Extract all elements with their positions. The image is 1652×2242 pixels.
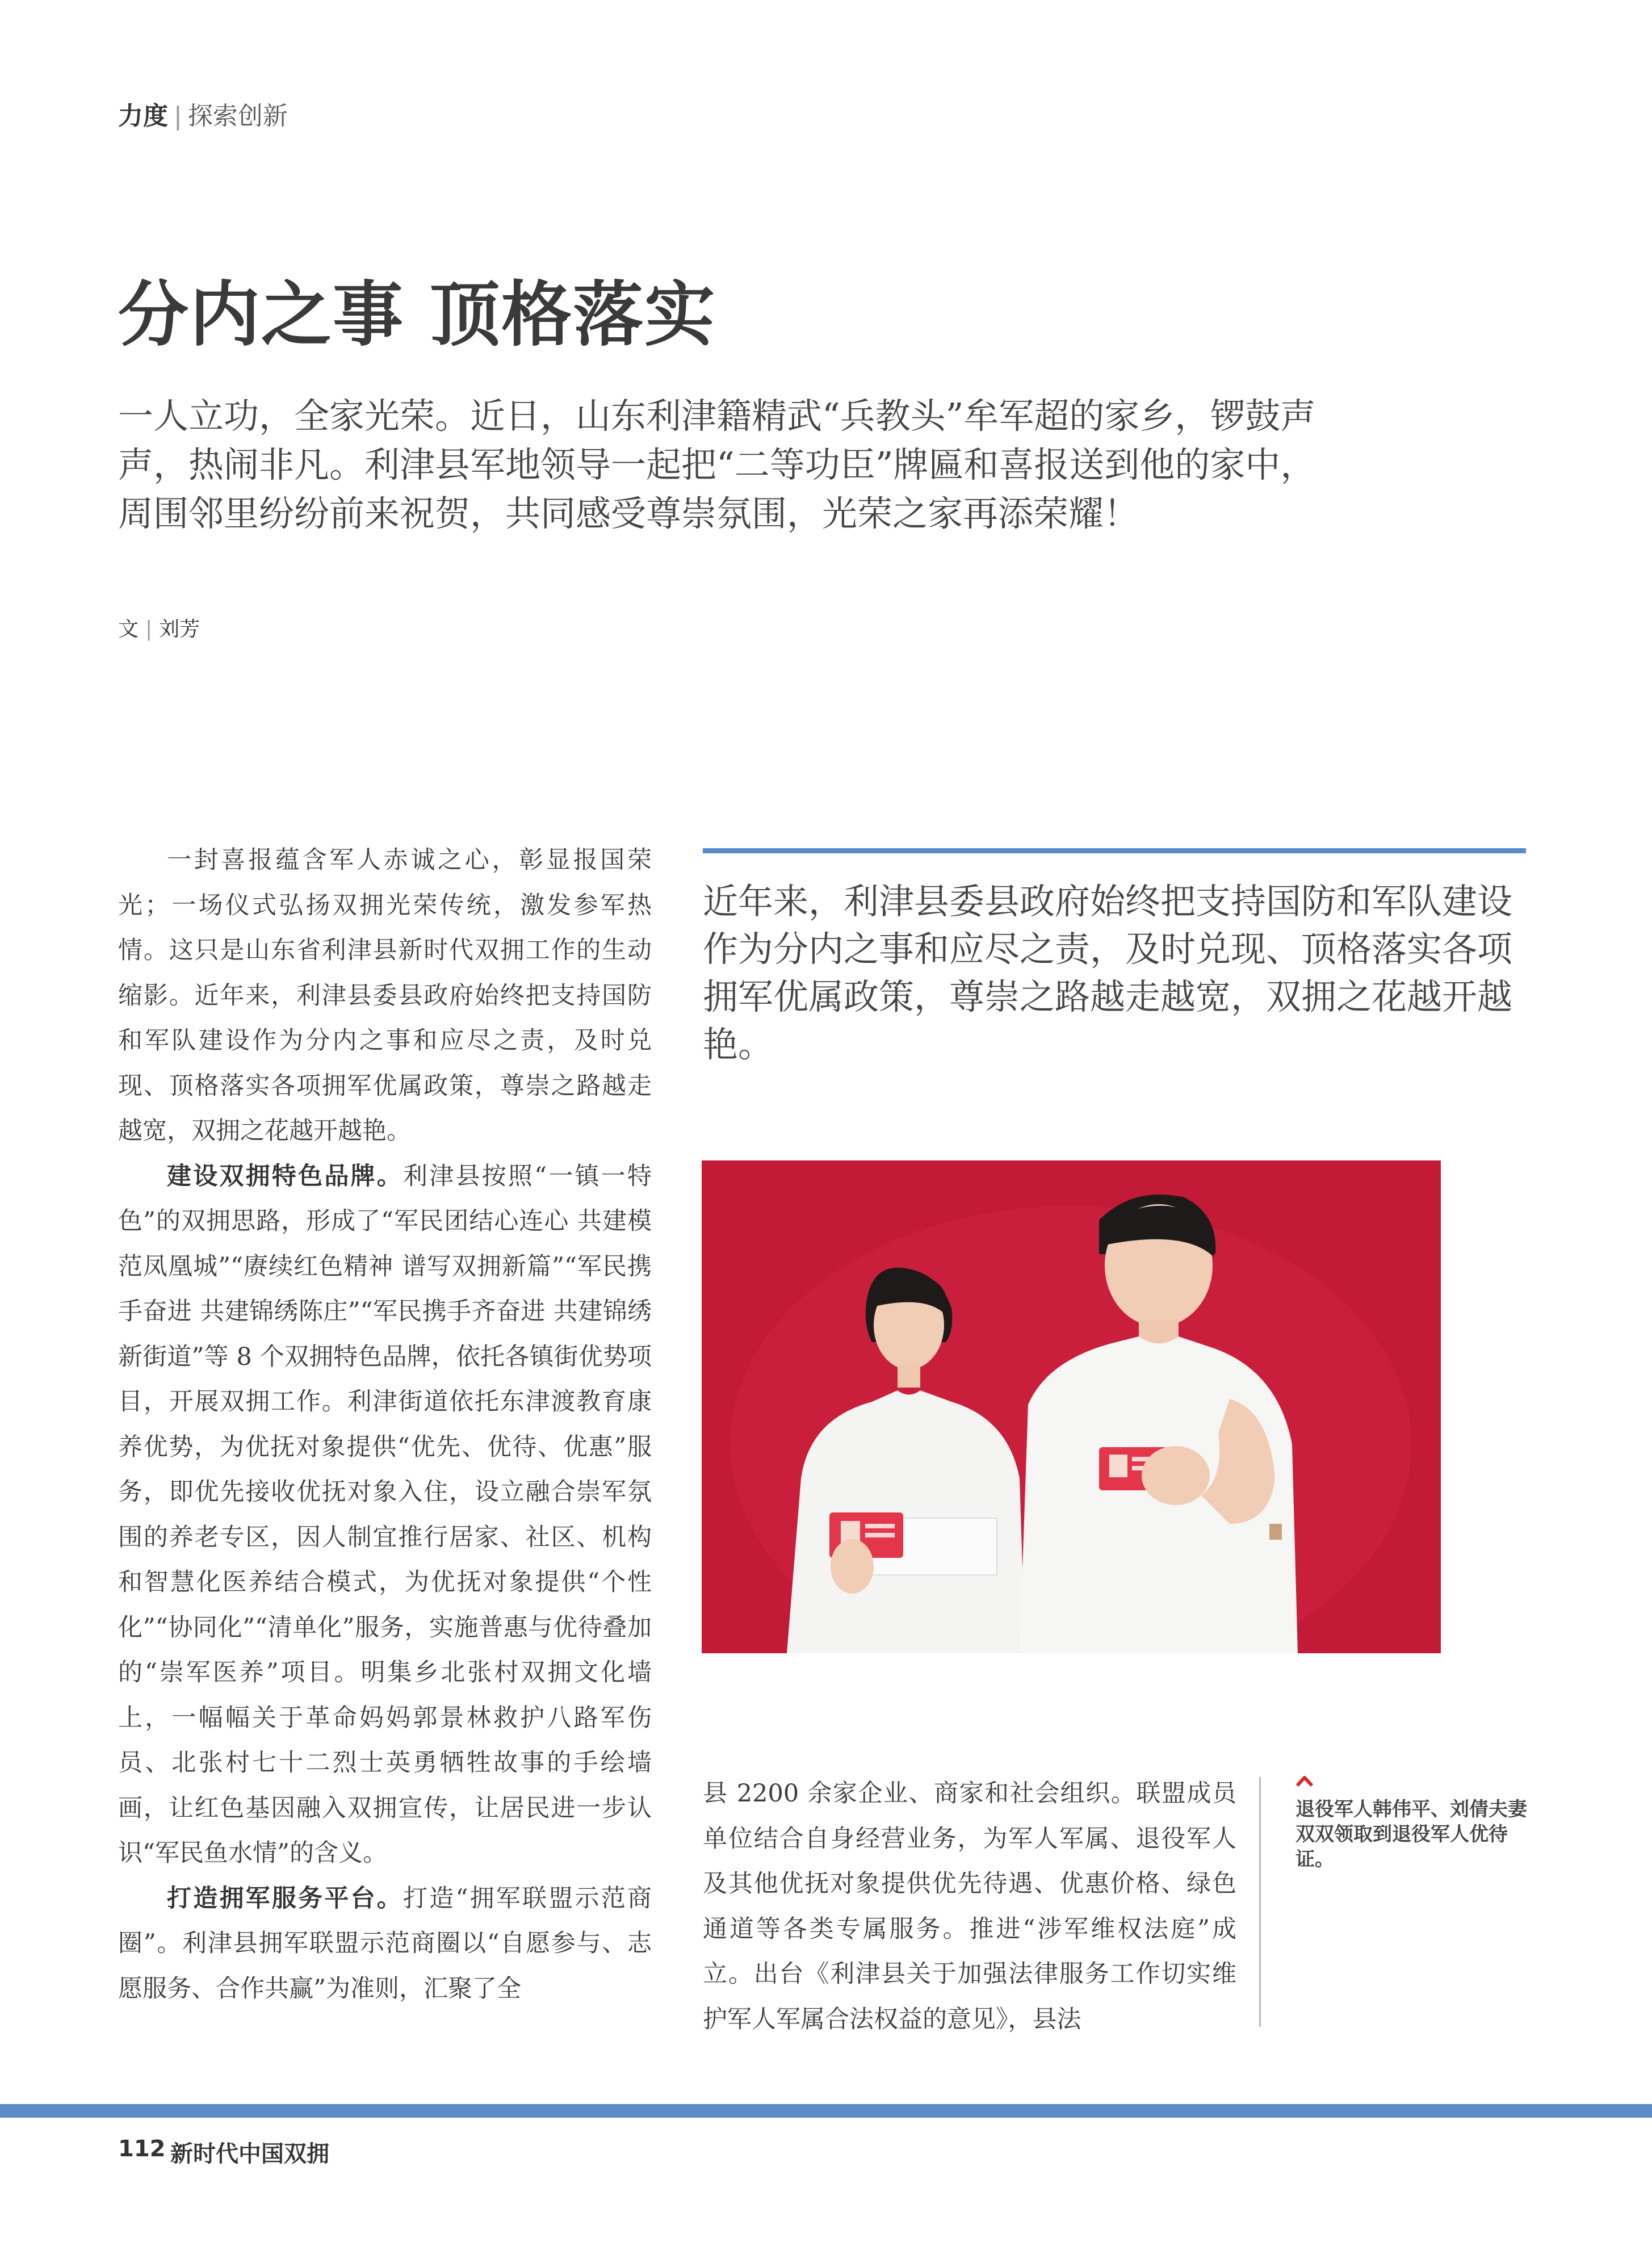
body-column-left [118,838,652,2011]
pullquote-rule [703,848,1526,853]
body-paragraph: 一封喜报蕴含军人赤诚之心，彰显报国荣光；一场仪式弘扬双拥光荣传统，激发参军热情。这只是山东省利津县新时代双拥工作的生动缩影。近年来，利津县委县政府始终把支持国防和军队建设作为分内之事和应尽之责，及时兑现、顶格落实各项拥军优属政策，尊崇之路越走越宽，双拥之花越开越艳。 [118,846,652,1145]
byline [118,613,200,642]
photo-caption: 退役军人韩伟平、刘倩夫妻双双领取到退役军人优待证。 [1295,1798,1527,1871]
body-paragraph [118,1876,652,2012]
section-separator: | [174,102,182,131]
magazine-name: 新时代中国双拥 [170,2141,329,2167]
caption-rule [1259,1777,1261,2027]
caret-up-icon [1295,1775,1314,1790]
body-paragraph: 县 2200 余家企业、商家和社会组织。联盟成员单位结合自身经营业务，为军人军属、退役军人及其他优抚对象提供优先待遇、优惠价格、绿色通道等各类专属服务。推进“涉军维权法庭”成立。出台《利津县关于加强法律服务工作切实维护军人军属合法权益的意见》，县法 [703,1779,1236,2034]
section-column: 力度 [118,102,168,131]
article-lead: 一人立功，全家光荣。近日，山东利津籍精武“兵教头”牟军超的家乡，锣鼓声声，热闹非凡。利津县军地领导一起把“二等功臣”牌匾和喜报送到他的家中，周围邻里纷纷前来祝贺，共同感受尊崇氛围，光荣之家再添荣耀！ [118,395,1316,534]
article-photo [702,1160,1441,1653]
paragraph-text: 利津县按照“一镇一特色”的双拥思路，形成了“军民团结心连心 共建模范凤凰城”“赓续红色精神 谱写双拥新篇”“军民携手奋进 共建锦绣陈庄”“军民携手齐奋进 共建锦绣新街道”等 8 个双拥特色品牌，依托各镇街优势项目，开展双拥工作。利津街道依托东津渡教育康养优势，为优抚对象提供“优先、优待、优惠”服务，即优先接收优抚对象入住，设立融合崇军氛围的养老专区，因人制宜推行居家、社区、机构和智慧化医养结合模式，为优抚对象提供“个性化”“协同化”“清单化”服务，实施普惠与优待叠加的“崇军医养”项目。明集乡北张村双拥文化墙上，一幅幅关于革命妈妈郭景林救护八路军伤员、北张村七十二烈士英勇牺牲故事的手绘墙画，让红色基因融入双拥宣传，让居民进一步认识“军民鱼水情”的含义。 [118,1162,652,1867]
byline-author: 刘芳 [159,618,200,641]
byline-separator: | [145,618,153,641]
page-number: 112 [118,2136,166,2162]
body-paragraph [118,1154,652,1876]
body-column-right [703,1771,1236,2042]
paragraph-text: 打造“拥军联盟示范商圈”。利津县拥军联盟示范商圈以“自愿参与、志愿服务、合作共赢”为准则，汇聚了全 [118,1884,652,2003]
pullquote: 近年来，利津县委县政府始终把支持国防和军队建设作为分内之事和应尽之责，及时兑现、顶格落实各项拥军优属政策，尊崇之路越走越宽，双拥之花越开越艳。 [703,881,1513,1065]
paragraph-heading: 打造拥军服务平台。 [167,1884,404,1913]
section-header [118,95,288,132]
photo-illustration [702,1160,1441,1653]
footer-rule [0,2104,1652,2118]
paragraph-heading: 建设双拥特色品牌。 [167,1162,404,1191]
section-subsection: 探索创新 [187,102,288,131]
byline-label: 文 [118,618,139,641]
article-title: 分内之事 顶格落实 [118,274,716,356]
